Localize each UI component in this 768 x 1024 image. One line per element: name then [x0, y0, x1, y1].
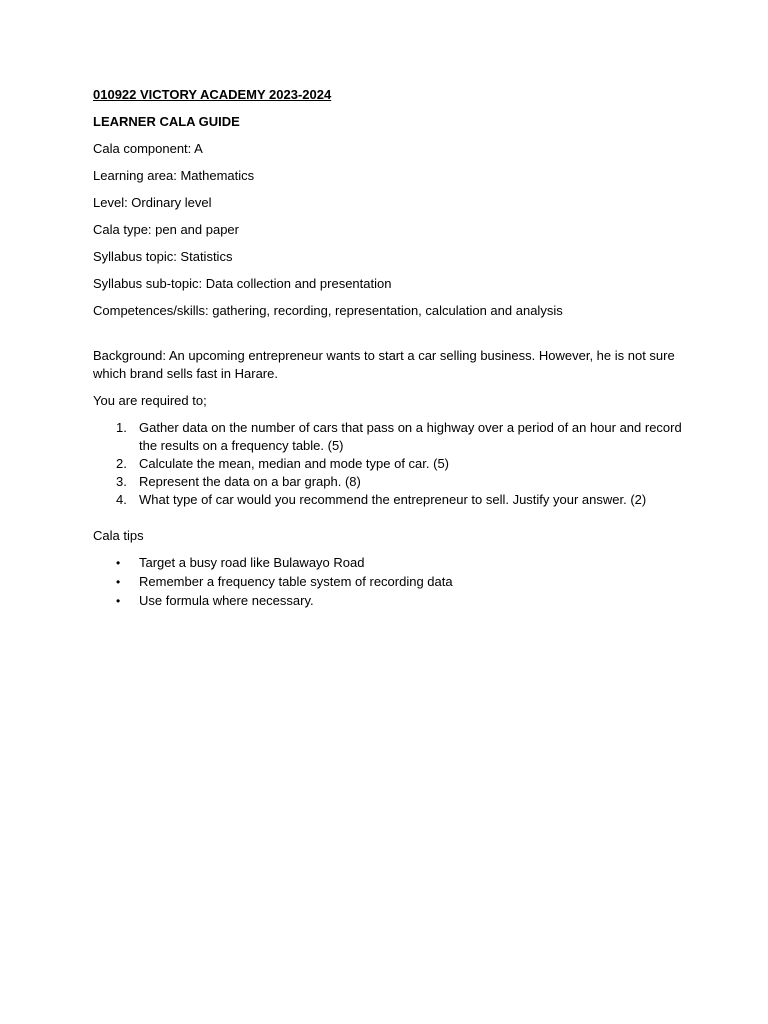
field-syllabus-subtopic: Syllabus sub-topic: Data collection and presentation	[93, 276, 392, 291]
field-level: Level: Ordinary level	[93, 195, 212, 210]
tips-list	[93, 554, 693, 610]
field-learning-area: Learning area: Mathematics	[93, 168, 255, 183]
task-item	[116, 419, 693, 455]
task-number: 3.	[116, 474, 127, 489]
field-syllabus-topic: Syllabus topic: Statistics	[93, 249, 233, 264]
field-cala-type: Cala type: pen and paper	[93, 222, 239, 237]
task-number: 4.	[116, 492, 127, 507]
task-item	[116, 491, 693, 509]
tip-item	[116, 573, 693, 591]
document-body	[93, 86, 693, 611]
task-item	[116, 473, 693, 491]
tip-item	[116, 592, 693, 610]
spacer	[93, 509, 693, 527]
task-number: 1.	[116, 420, 127, 435]
task-item	[116, 455, 693, 473]
field-competences: Competences/skills: gathering, recording, representation, calculation and analysis	[93, 303, 563, 318]
task-text: Represent the data on a bar graph. (8)	[139, 474, 361, 489]
tip-text: Target a busy road like Bulawayo Road	[139, 555, 365, 570]
background-paragraph: Background: An upcoming entrepreneur wants to start a car selling business. However, he is not sure which brand sells fast in Harare.	[93, 348, 675, 381]
document-title: 010922 VICTORY ACADEMY 2023-2024	[93, 87, 332, 102]
document-subtitle: LEARNER CALA GUIDE	[93, 114, 240, 129]
task-text: What type of car would you recommend the entrepreneur to sell. Justify your answer. (2)	[139, 492, 647, 507]
task-number: 2.	[116, 456, 127, 471]
task-list	[93, 419, 693, 509]
tip-text: Remember a frequency table system of recording data	[139, 574, 453, 589]
required-intro: You are required to;	[93, 393, 207, 408]
spacer	[93, 329, 693, 347]
tip-text: Use formula where necessary.	[139, 593, 314, 608]
tips-heading: Cala tips	[93, 528, 144, 543]
tip-item	[116, 554, 693, 572]
task-text: Calculate the mean, median and mode type of car. (5)	[139, 456, 450, 471]
field-cala-component: Cala component: A	[93, 141, 203, 156]
bullet-icon: •	[116, 594, 121, 608]
bullet-icon: •	[116, 556, 121, 570]
task-text: Gather data on the number of cars that pass on a highway over a period of an hour and record the results on a frequency table. (5)	[139, 420, 682, 453]
bullet-icon: •	[116, 575, 121, 589]
